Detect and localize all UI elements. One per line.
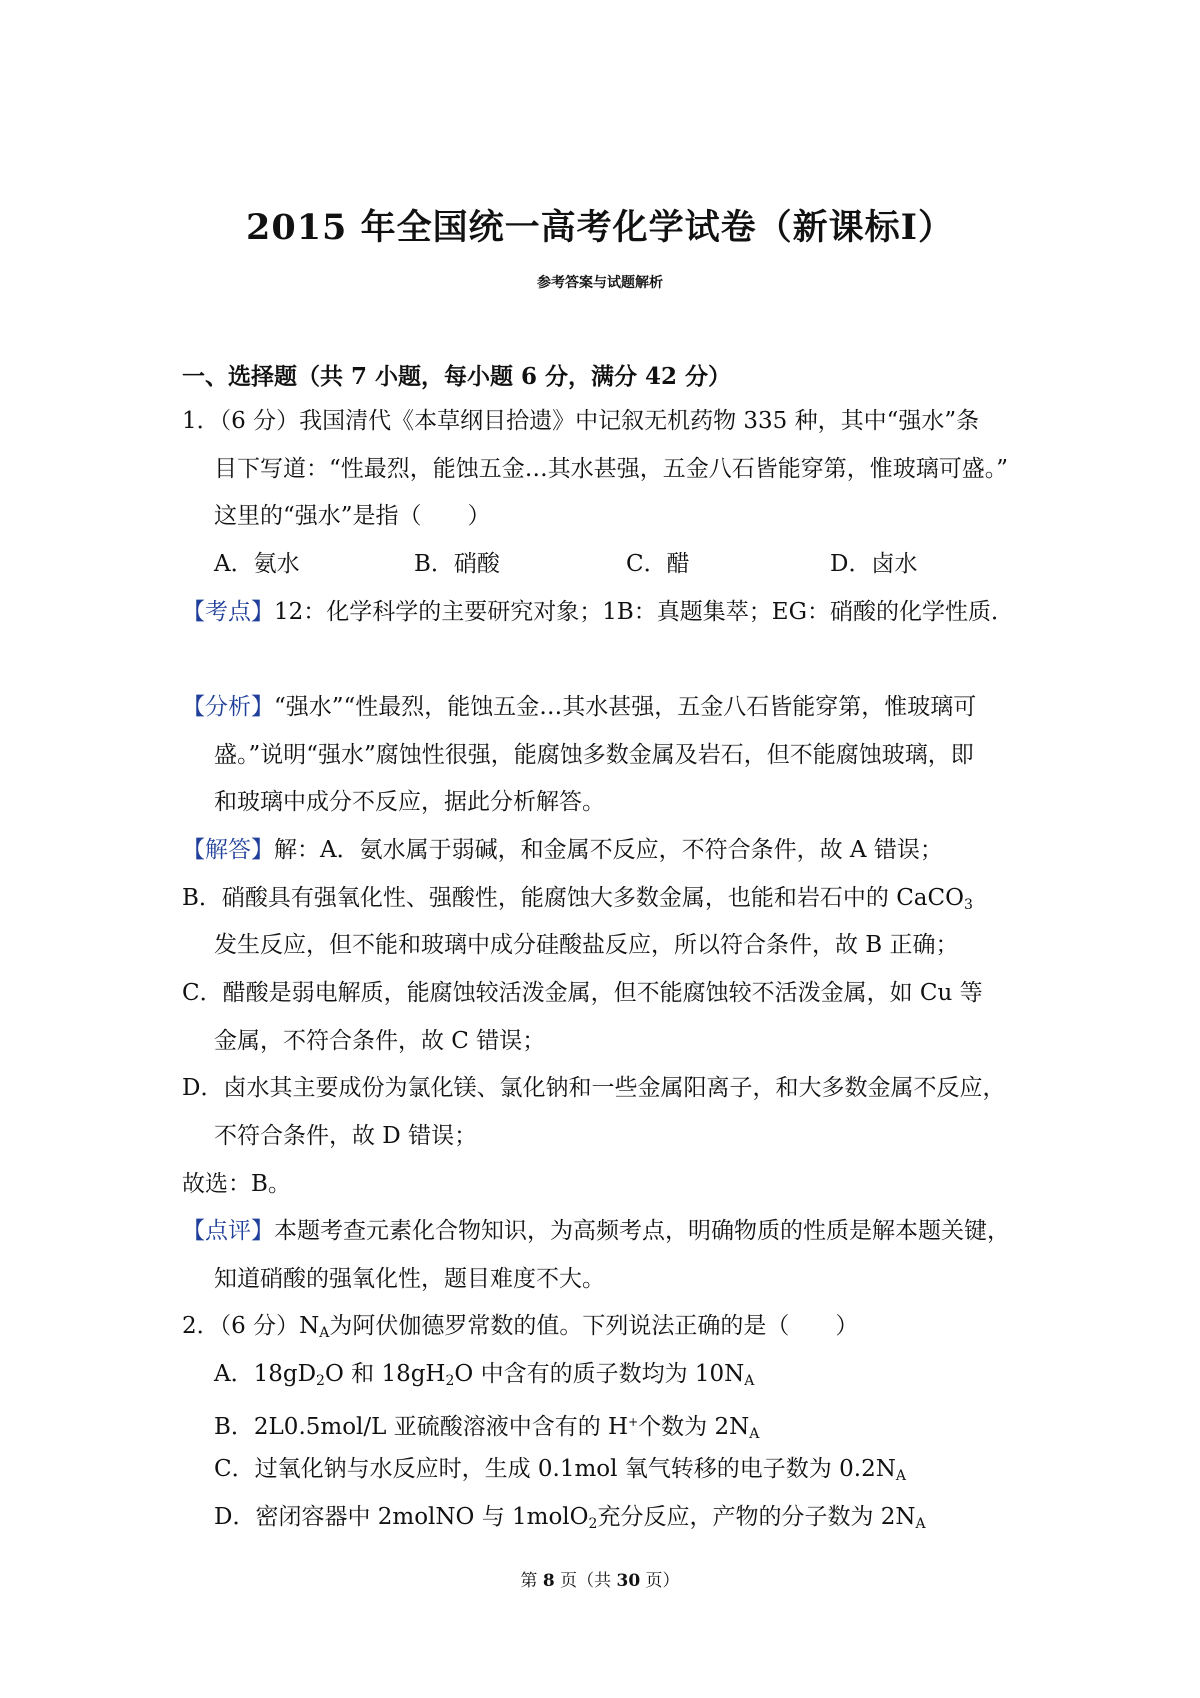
q2-option-c: [214, 1454, 906, 1491]
q2-a-part-1: A．18gD: [214, 1361, 317, 1387]
q1-fenxi-line-1: [182, 692, 976, 722]
q2-b-sup: +: [628, 1415, 639, 1429]
jieda-text-1: 解：A．氨水属于弱碱，和金属不反应，不符合条件，故 A 错误；: [274, 837, 943, 863]
q2-c-part-1: C．过氧化钠与水反应时，生成 0.1mol 氧气转移的电子数为 0.2N: [214, 1456, 896, 1482]
q2-c-sub: A: [895, 1468, 906, 1484]
q2-d-part-2: 充分反应，产物的分子数为 2N: [597, 1504, 916, 1530]
q1-option-d: D．卤水: [830, 551, 918, 577]
dianping-tag: 【点评】: [182, 1218, 274, 1244]
q2-option-a: [214, 1359, 754, 1396]
page-title: 2015 年全国统一高考化学试卷（新课标Ⅰ）: [246, 207, 954, 248]
q1-option-c: C．醋: [626, 551, 690, 577]
q2-a-sub-1: 2: [316, 1373, 325, 1389]
footer-middle: 页（共: [554, 1571, 617, 1591]
q2-d-sub-1: 2: [588, 1516, 598, 1532]
q2-d-sub-2: A: [915, 1516, 926, 1532]
q2-d-part-1: D．密闭容器中 2molNO 与 1molO: [214, 1504, 589, 1530]
q2-b-part-1: B．2L0.5mol/L 亚硫酸溶液中含有的 H: [214, 1414, 629, 1440]
fenxi-tag: 【分析】: [182, 694, 274, 720]
q1-stem-line-3: 这里的“强水”是指（ ）: [214, 503, 491, 529]
q1-option-b: B．硝酸: [414, 551, 500, 577]
q2-b-sub: A: [749, 1426, 760, 1442]
fenxi-text-1: “强水”“性最烈，能蚀五金…其水甚强，五金八石皆能穿第，惟玻璃可: [274, 694, 977, 720]
q2-stem: [182, 1311, 858, 1348]
q1-stem-line-2: 目下写道：“性最烈，能蚀五金…其水甚强，五金八石皆能穿第，惟玻璃可盛。”: [214, 456, 1009, 482]
q1-jieda-d-line-2: 不符合条件，故 D 错误；: [214, 1123, 478, 1149]
q1-answer: 故选：B。: [182, 1171, 291, 1197]
q1-jieda-d-line-1: D．卤水其主要成份为氯化镁、氯化钠和一些金属阳离子，和大多数金属不反应，: [182, 1075, 1006, 1101]
footer-total-pages: 30: [616, 1571, 641, 1591]
q1-dianping-line-2: 知道硝酸的强氧化性，题目难度不大。: [214, 1266, 605, 1292]
q1-jieda-c-line-1: C．醋酸是弱电解质，能腐蚀较活泼金属，但不能腐蚀较不活泼金属，如 Cu 等: [182, 980, 983, 1006]
jieda-b-sub: 3: [963, 897, 973, 913]
q1-dianping-line-1: [182, 1216, 1010, 1246]
q2-stem-a: 2．（6 分）N: [182, 1313, 320, 1339]
q1-stem-line-1: 1．（6 分）我国清代《本草纲目拾遗》中记叙无机药物 335 种，其中“强水”条: [182, 408, 980, 434]
page-footer: [0, 1566, 1200, 1591]
q2-option-b: [214, 1407, 759, 1449]
q2-stem-b: 为阿伏伽德罗常数的值。下列说法正确的是（ ）: [329, 1313, 859, 1339]
q2-b-part-2: 个数为 2N: [638, 1414, 750, 1440]
page-subtitle: 参考答案与试题解析: [537, 275, 663, 291]
dianping-text-1: 本题考查元素化合物知识，为高频考点，明确物质的性质是解本题关键，: [274, 1218, 1010, 1244]
q1-jieda-b-line-1: [182, 883, 973, 920]
q2-stem-sub: A: [319, 1325, 330, 1341]
jieda-b-main: B．硝酸具有强氧化性、强酸性，能腐蚀大多数金属，也能和岩石中的 CaCO: [182, 885, 964, 911]
section-heading: 一、选择题（共 7 小题，每小题 6 分，满分 42 分）: [182, 363, 732, 390]
q2-a-sub-3: A: [744, 1373, 755, 1389]
q1-jieda-c-line-2: 金属，不符合条件，故 C 错误；: [214, 1028, 546, 1054]
kaodian-tag: 【考点】: [182, 599, 274, 625]
q1-jieda-line-1: [182, 835, 943, 865]
q2-a-part-3: O 中含有的质子数均为 10N: [454, 1361, 745, 1387]
q1-fenxi-line-3: 和玻璃中成分不反应，据此分析解答。: [214, 789, 605, 815]
q1-option-a: A．氨水: [214, 551, 300, 577]
q2-a-part-2: O 和 18gH: [324, 1361, 446, 1387]
footer-page-number: 8: [542, 1571, 555, 1591]
q1-fenxi-line-2: 盛。”说明“强水”腐蚀性很强，能腐蚀多数金属及岩石，但不能腐蚀玻璃，即: [214, 742, 974, 768]
q1-kaodian: [182, 597, 1014, 627]
footer-suffix: 页）: [640, 1571, 680, 1591]
kaodian-text: 12：化学科学的主要研究对象；1B：真题集萃；EG：硝酸的化学性质．: [274, 599, 1014, 625]
q1-jieda-b-line-2: 发生反应，但不能和玻璃中成分硅酸盐反应，所以符合条件，故 B 正确；: [214, 932, 959, 958]
jieda-tag: 【解答】: [182, 837, 274, 863]
footer-prefix: 第: [520, 1571, 543, 1591]
q2-option-d: [214, 1502, 926, 1539]
q2-a-sub-2: 2: [445, 1373, 455, 1389]
